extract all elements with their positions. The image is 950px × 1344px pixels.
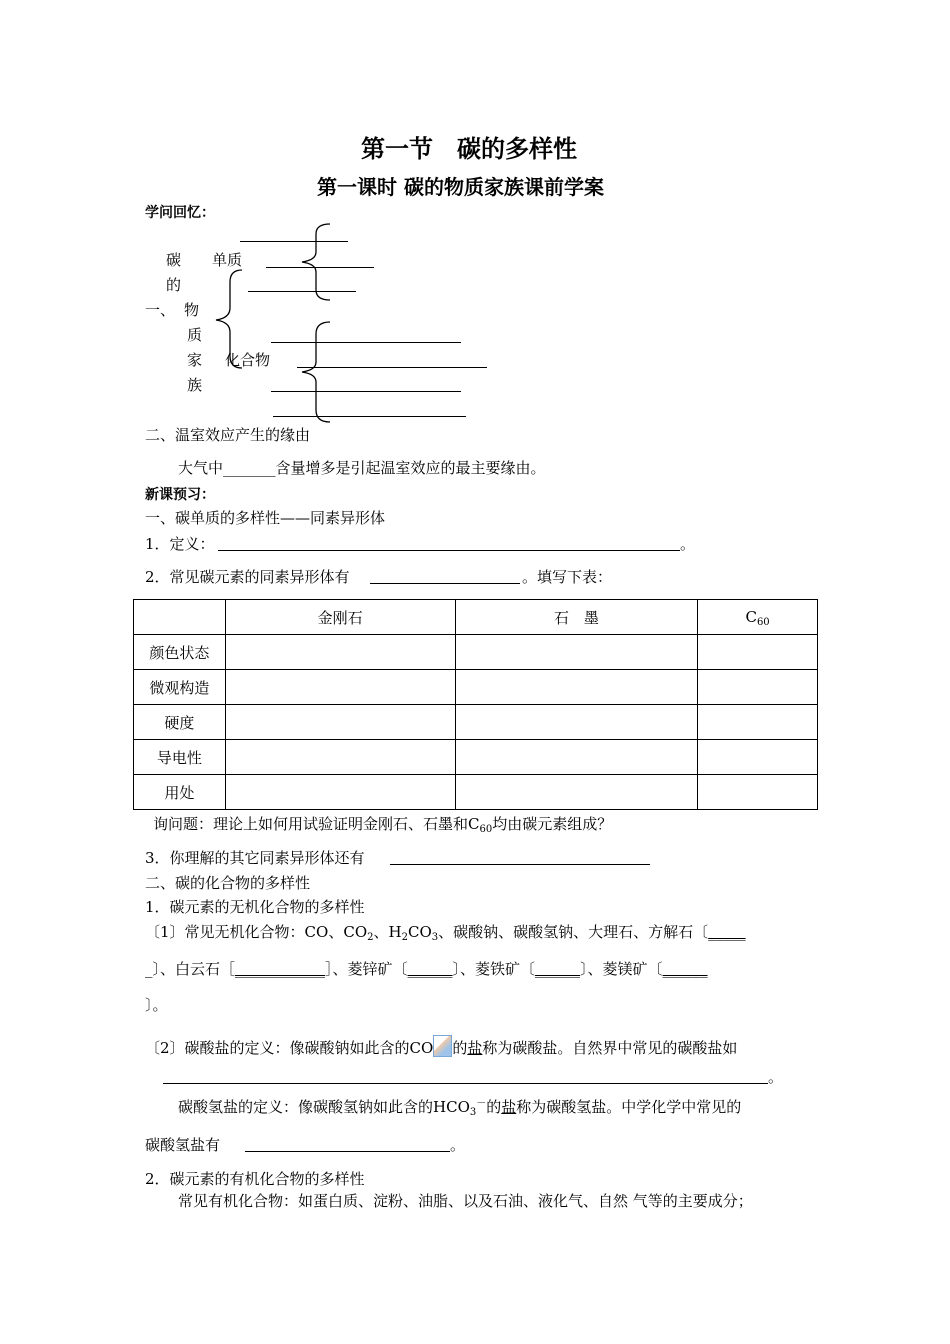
inorganic-line2 [145, 962, 708, 977]
bicarb-blank[interactable] [245, 1151, 450, 1152]
inorganic-line3: 〕。 [145, 996, 168, 1014]
bicarb-end: 。 [450, 1136, 466, 1154]
brace-huahewu [296, 320, 336, 424]
co3-sub: 3 [431, 932, 439, 943]
formula-co3: CO [407, 923, 432, 941]
blank-d[interactable]: ______ [535, 960, 581, 978]
c60-c: C [745, 608, 757, 626]
formula-co: CO [304, 923, 329, 941]
blank-a[interactable]: _____ [708, 923, 746, 941]
inorganic-label: 〔1〕常见无机化合物： [145, 923, 305, 941]
co2-sub: 2 [367, 932, 374, 943]
table-header-cell [698, 600, 818, 635]
greenhouse-sentence [178, 461, 546, 476]
broken-image-icon [433, 1035, 452, 1057]
q3-blank[interactable] [390, 864, 650, 865]
diagram-char-jia: 家 [187, 351, 203, 369]
diagram-char-zhi: 质 [187, 326, 203, 344]
q2-suffix: 。填写下表： [522, 568, 613, 586]
table-cell[interactable] [698, 635, 818, 670]
table-row [134, 740, 818, 775]
table-row [134, 705, 818, 740]
organic-text: 常见有机化合物：如蛋白质、淀粉、油脂、以及石油、液化气、自然 气等的主要成分； [178, 1192, 753, 1210]
row-label: 导电性 [134, 740, 226, 775]
greenhouse-blank[interactable]: _______ [223, 459, 276, 477]
blank-c[interactable]: ______ [407, 960, 453, 978]
table-cell[interactable] [698, 775, 818, 810]
carbonate-prefix: 〔2〕碳酸盐的定义：像碳酸钠如此含的 [145, 1039, 410, 1057]
c60-sub: 60 [756, 617, 770, 628]
diagram-label-huahewu: 化合物 [225, 351, 271, 369]
formula-co2: CO [343, 923, 368, 941]
carbonate-salt: 盐 [467, 1039, 483, 1057]
table-row [134, 670, 818, 705]
table-cell[interactable] [455, 635, 698, 670]
table-cell[interactable] [455, 705, 698, 740]
table-header-cell: 金刚石 [225, 600, 455, 635]
comma: 、 [373, 923, 389, 941]
table-cell[interactable] [225, 740, 455, 775]
brace-main [210, 268, 250, 370]
row-label: 硬度 [134, 705, 226, 740]
question-suffix: 均由碳元素组成？ [492, 815, 613, 833]
diagram-char-tan: 碳 [166, 251, 182, 269]
line2-b: ］、菱锌矿〔 [325, 960, 408, 978]
table-row [134, 775, 818, 810]
definition-blank[interactable] [218, 550, 680, 551]
formula-h: H [388, 923, 402, 941]
bicarb-sup: － [476, 1098, 487, 1109]
definition-label: 1．定义： [145, 535, 215, 553]
blank-b[interactable]: ____________ [235, 960, 326, 978]
line2-c: 〕、菱铁矿〔 [452, 960, 536, 978]
question-prefix: 询问题：理论上如何用试验证明金刚石、石墨和 [153, 815, 469, 833]
table-cell[interactable] [455, 740, 698, 775]
table-header-cell: 石 墨 [455, 600, 698, 635]
h2-sub: 2 [401, 932, 408, 943]
bicarb-prefix: 碳酸氢盐的定义：像碳酸氢钠如此含的 [178, 1098, 434, 1116]
table-cell[interactable] [225, 670, 455, 705]
brace-danzhi [296, 222, 336, 302]
bicarb-hco: HCO [433, 1098, 470, 1116]
question-c: C [468, 815, 480, 833]
section2-title: 二、碳的化合物的多样性 [145, 874, 311, 892]
row-label: 用处 [134, 775, 226, 810]
carbonate-definition [145, 1035, 737, 1057]
table-cell[interactable] [225, 775, 455, 810]
table-cell[interactable] [225, 635, 455, 670]
table-cell[interactable] [455, 670, 698, 705]
q2-prefix: 2．常见碳元素的同素异形体有 [145, 568, 350, 586]
row-label: 颜色状态 [134, 635, 226, 670]
table-header-cell [134, 600, 226, 635]
table-cell[interactable] [455, 775, 698, 810]
table-cell[interactable] [225, 705, 455, 740]
bicarb-mid: 的 [486, 1098, 502, 1116]
row-label: 微观构造 [134, 670, 226, 705]
carbonate-end: 。 [768, 1068, 784, 1086]
q2-blank[interactable] [370, 583, 520, 584]
bicarb-sub: 3 [469, 1107, 477, 1118]
line2-a: _〕、白云石［ [145, 960, 236, 978]
table-cell[interactable] [698, 740, 818, 775]
carbonate-mid: 的 [452, 1039, 468, 1057]
bicarb-salt: 盐 [501, 1098, 517, 1116]
q3-text: 3．你理解的其它同素异形体还有 [145, 849, 365, 867]
question-sub: 60 [479, 824, 493, 835]
inorganic-list: 、碳酸钠、碳酸氢钠、大理石、方解石〔 [438, 923, 709, 941]
page-subtitle: 第一课时 碳的物质家族课前学案 [317, 175, 604, 199]
table-cell[interactable] [698, 670, 818, 705]
discussion-question [153, 815, 613, 835]
section1-title: 一、碳单质的多样性——同素异形体 [145, 509, 386, 527]
diagram-label-danzhi: 单质 [212, 251, 243, 269]
item-one-number: 一、 [145, 301, 176, 319]
line2-d: 〕、菱镁矿〔 [580, 960, 663, 978]
greenhouse-prefix: 大气中 [178, 459, 224, 477]
inorganic-title: 1．碳元素的无机化合物的多样性 [145, 898, 365, 916]
bicarb-suffix: 称为碳酸氢盐。中学化学中常见的 [516, 1098, 742, 1116]
carbonate-blank[interactable] [163, 1083, 768, 1084]
carbonate-co: CO [409, 1039, 434, 1057]
allotrope-table [133, 599, 818, 810]
carbonate-suffix: 称为碳酸盐。自然界中常见的碳酸盐如 [482, 1039, 738, 1057]
preview-heading: 新课预习： [145, 487, 215, 503]
table-cell[interactable] [698, 705, 818, 740]
organic-title: 2．碳元素的有机化合物的多样性 [145, 1170, 365, 1188]
table-header-row [134, 600, 818, 635]
diagram-char-zu: 族 [187, 376, 203, 394]
inorganic-line1 [145, 923, 746, 943]
greenhouse-suffix: 含量增多是引起温室效应的最主要缘由。 [275, 459, 546, 477]
diagram-char-de: 的 [166, 276, 182, 294]
review-heading: 学问回忆： [145, 205, 215, 221]
definition-end: 。 [680, 535, 696, 553]
blank-e[interactable]: ______ [662, 960, 708, 978]
page-title: 第一节 碳的多样性 [361, 135, 577, 163]
bicarb-line2: 碳酸氢盐有 [145, 1136, 221, 1154]
bicarbonate-definition [178, 1098, 742, 1118]
diagram-char-wu: 物 [184, 301, 200, 319]
table-row [134, 635, 818, 670]
item-two-title: 二、温室效应产生的缘由 [145, 426, 311, 444]
comma: 、 [328, 923, 344, 941]
